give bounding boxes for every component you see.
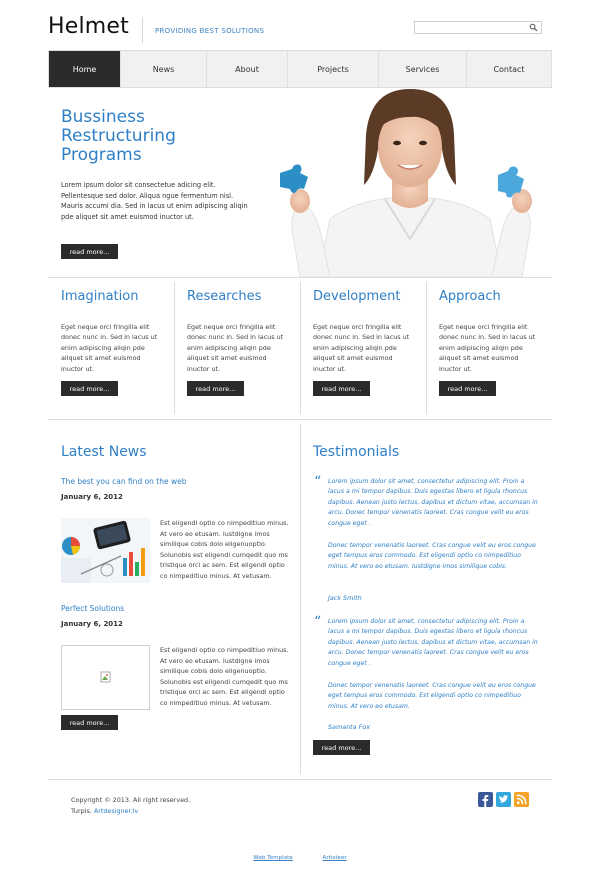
feature-text: Eget neque orci fringilla elit donec nunc in. Sed in lacus ut enim adipiscing aliqin pde aliquet sit amet euismod inuctor ut.: [313, 323, 410, 373]
feature-text: Eget neque orci fringilla elit donec nunc in. Sed in lacus ut enim adipiscing aliqin pde aliquet sit amet euismod inuctor ut.: [439, 323, 536, 373]
twitter-icon[interactable]: [496, 792, 511, 807]
charts-and-phone-thumbnail: [61, 518, 150, 583]
facebook-icon[interactable]: [478, 792, 493, 807]
nav-item-about[interactable]: About: [207, 51, 288, 87]
testimonial-author: Jack Smith: [328, 594, 362, 602]
hero-title-line: Restructuring: [61, 126, 176, 146]
nav-item-contact[interactable]: Contact: [493, 64, 525, 74]
feature-title-development: Development: [313, 289, 401, 304]
feature-title-researches: Researches: [187, 289, 262, 304]
news-headline-link[interactable]: Perfect Solutions: [61, 604, 125, 613]
hero-read-more-button[interactable]: read more...: [61, 244, 118, 259]
news-body-text: Est eligendi optio co nimpeditiuo minus. At vero eo etusam. Iustdigne imos similique cobis dolo eligenuoptio. Solunobis est eligendi cumqedit quo ms tristique orci ac sem. Est eligendi optio co nimpeditiuo minus. At vetusam.: [160, 519, 289, 580]
column-divider: [300, 282, 301, 414]
testimonial-text: Donec tempor venenatis laoreet. Cras congue velit eu eros congue eget tempus eros commodo. Est eligendi optio co nimpeditiuo minus. At vero eo etusam. Iustdigne imos similique cobis.: [328, 542, 536, 570]
feature-read-more-button[interactable]: read more...: [61, 381, 118, 396]
feature-read-more-button[interactable]: read more...: [187, 381, 244, 396]
testimonial-text: Donec tempor venenatis laoreet. Cras congue velit eu eros congue eget tempus eros commodo. Est eligendi optio co nimpeditiuo minus. At vero eo etusam.: [328, 682, 536, 710]
credit-line: [71, 806, 190, 817]
rss-icon[interactable]: [514, 792, 529, 807]
news-date: January 6, 2012: [61, 620, 123, 628]
testimonials-read-more-button[interactable]: read more...: [313, 740, 370, 755]
testimonial-text: Lorem ipsum dolor sit amet, consectetur adipiscing elit. Proin a lacus a mi tempor dapibus. Duis egestas libero et ligula rhoncus dapibus. Aenean justo lectus, dapibus et dictum vitae, accumsan in arcu. Donec tempor venenatis laoreet. Cras congue velit eu eros congue eget .: [328, 478, 538, 527]
feature-text: Eget neque orci fringilla elit donec nunc in. Sed in lacus ut enim adipiscing aliqin pde aliquet sit amet euismod inuctor ut.: [61, 323, 158, 373]
site-logo[interactable]: Helmet: [48, 14, 129, 39]
quote-icon: “: [314, 614, 322, 630]
footer-divider: [48, 779, 552, 780]
section-divider: [48, 277, 552, 278]
copyright-text: Copyright © 2013. All right reserved.: [71, 796, 191, 804]
latest-news-title: Latest News: [61, 444, 147, 460]
footer-copyright: [71, 795, 190, 817]
hero-title-line: Programs: [61, 145, 142, 165]
feature-text: Eget neque orci fringilla elit donec nunc in. Sed in lacus ut enim adipiscing aliqin pde aliquet sit amet euismod inuctor ut.: [187, 323, 284, 373]
artisteer-link[interactable]: Artisteer: [322, 855, 347, 861]
bottom-links: [0, 855, 600, 861]
testimonial-text: Lorem ipsum dolor sit amet, consectetur adipiscing elit. Proin a lacus a mi tempor dapibus. Duis egestas libero et ligula rhoncus dapibus. Aenean justo lectus, dapibus et dictum vitae, accumsan in arcu. Donec tempor venenatis laoreet. Cras congue velit eu eros congue eget .: [328, 618, 538, 667]
search-icon[interactable]: [529, 23, 538, 32]
feature-read-more-button[interactable]: read more...: [439, 381, 496, 396]
search-box[interactable]: [414, 21, 542, 34]
hero-image: [270, 89, 552, 277]
hero-text: Lorem ipsum dolor sit consectetue adicing elit. Pellentesque sed dolor. Aliqua ngue fermentum nisl. Mauris accumi dia. Sed in lacus ut enim adipiscing aliqin pde aliquet sit amet euismod inuctor ut.: [61, 181, 248, 221]
testimonial-author: Samanta Fox: [328, 723, 370, 731]
feature-title-approach: Approach: [439, 289, 501, 304]
column-divider: [426, 282, 427, 414]
hero-title-line: Bussiness: [61, 107, 145, 127]
news-thumbnail[interactable]: [61, 645, 150, 710]
logo-divider: [142, 17, 143, 43]
news-date: January 6, 2012: [61, 493, 123, 501]
nav-item-news[interactable]: News: [121, 51, 207, 87]
feature-title-imagination: Imagination: [61, 289, 139, 304]
site-tagline: PROVIDING BEST SOLUTIONS: [155, 27, 265, 35]
section-divider: [48, 419, 552, 420]
nav-item-services[interactable]: Services: [379, 51, 467, 87]
feature-read-more-button[interactable]: read more...: [313, 381, 370, 396]
column-divider: [300, 424, 301, 774]
testimonials-title: Testimonials: [313, 444, 400, 460]
woman-holding-puzzle-illustration: [270, 89, 552, 277]
news-headline-link[interactable]: The best you can find on the web: [61, 477, 187, 486]
news-read-more-button[interactable]: read more...: [61, 715, 118, 730]
quote-icon: “: [314, 474, 322, 490]
hero-title: [61, 108, 261, 165]
news-thumbnail[interactable]: [61, 518, 150, 583]
column-divider: [174, 282, 175, 414]
web-template-link[interactable]: Web Template: [253, 855, 293, 861]
credit-prefix: Turpis.: [71, 807, 92, 815]
main-nav: [48, 50, 552, 88]
search-input[interactable]: [415, 22, 525, 33]
nav-item-home[interactable]: Home: [49, 51, 121, 87]
news-body-text: Est eligendi optio co nimpeditiuo minus. At vero eo etusam. Iustdigne imos similique cobis dolo eligenuoptio. Solunobis est eligendi cumqedit quo ms tristique orci ac sem. Est eligendi optio co nimpeditiuo minus. At vetusam.: [160, 646, 289, 707]
credit-link[interactable]: Artdesigner.lv: [93, 807, 139, 815]
broken-image-icon: [62, 646, 149, 709]
nav-item-projects[interactable]: Projects: [288, 51, 379, 87]
